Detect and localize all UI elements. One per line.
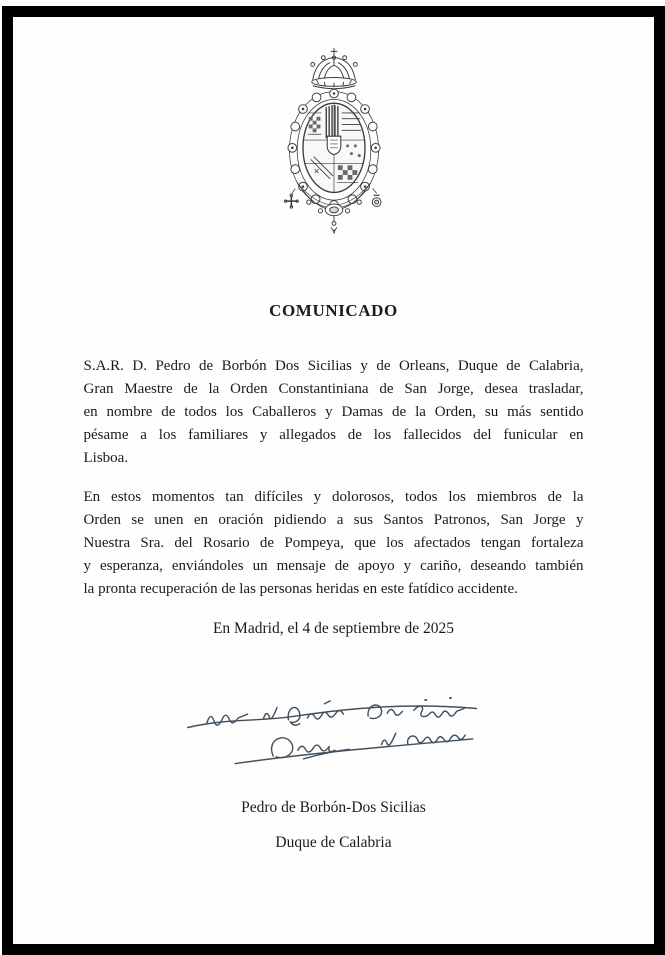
coat-of-arms-emblem [275, 47, 393, 237]
paragraph-line: y esperanza, enviándoles un mensaje de apoyo y cariño, deseando también [83, 558, 584, 574]
page-title: COMUNICADO [269, 301, 398, 320]
paragraph-line: Gran Maestre de la Orden Constantiniana de San Jorge, desea trasladar, [83, 381, 584, 397]
paragraph-line: la pronta recuperación de las personas heridas en este fatídico accidente. [83, 581, 518, 597]
paragraph-line: pésame a los familiares y allegados de los fallecidos del funicular en [83, 427, 584, 443]
page-border-frame [2, 6, 665, 955]
paragraph-line: en nombre de todos los Caballeros y Damas de la Orden, su más sentido [83, 404, 584, 420]
paragraph-line: Nuestra Sra. del Rosario de Pompeya, que los afectados tengan fortaleza [83, 535, 584, 551]
paragraph-line: En estos momentos tan difíciles y dolorosos, todos los miembros de la [83, 489, 584, 505]
printed-signatory-name: Pedro de Borbón-Dos Sicilias [241, 799, 426, 816]
paragraph-prayers [84, 486, 584, 601]
page-content [13, 47, 654, 955]
coat-of-arms-icon [275, 47, 393, 237]
dateline: En Madrid, el 4 de septiembre de 2025 [212, 620, 455, 637]
signature-ink-icon [174, 680, 494, 775]
paragraph-condolences [84, 355, 584, 470]
handwritten-signature [174, 680, 494, 775]
paragraph-line: Orden se unen en oración pidiendo a sus Santos Patronos, San Jorge y [83, 512, 584, 528]
paragraph-line: S.A.R. D. Pedro de Borbón Dos Sicilias y de Orleans, Duque de Calabria, [83, 358, 584, 374]
printed-signatory-role: Duque de Calabria [275, 834, 392, 851]
paragraph-line: Lisboa. [83, 450, 129, 466]
